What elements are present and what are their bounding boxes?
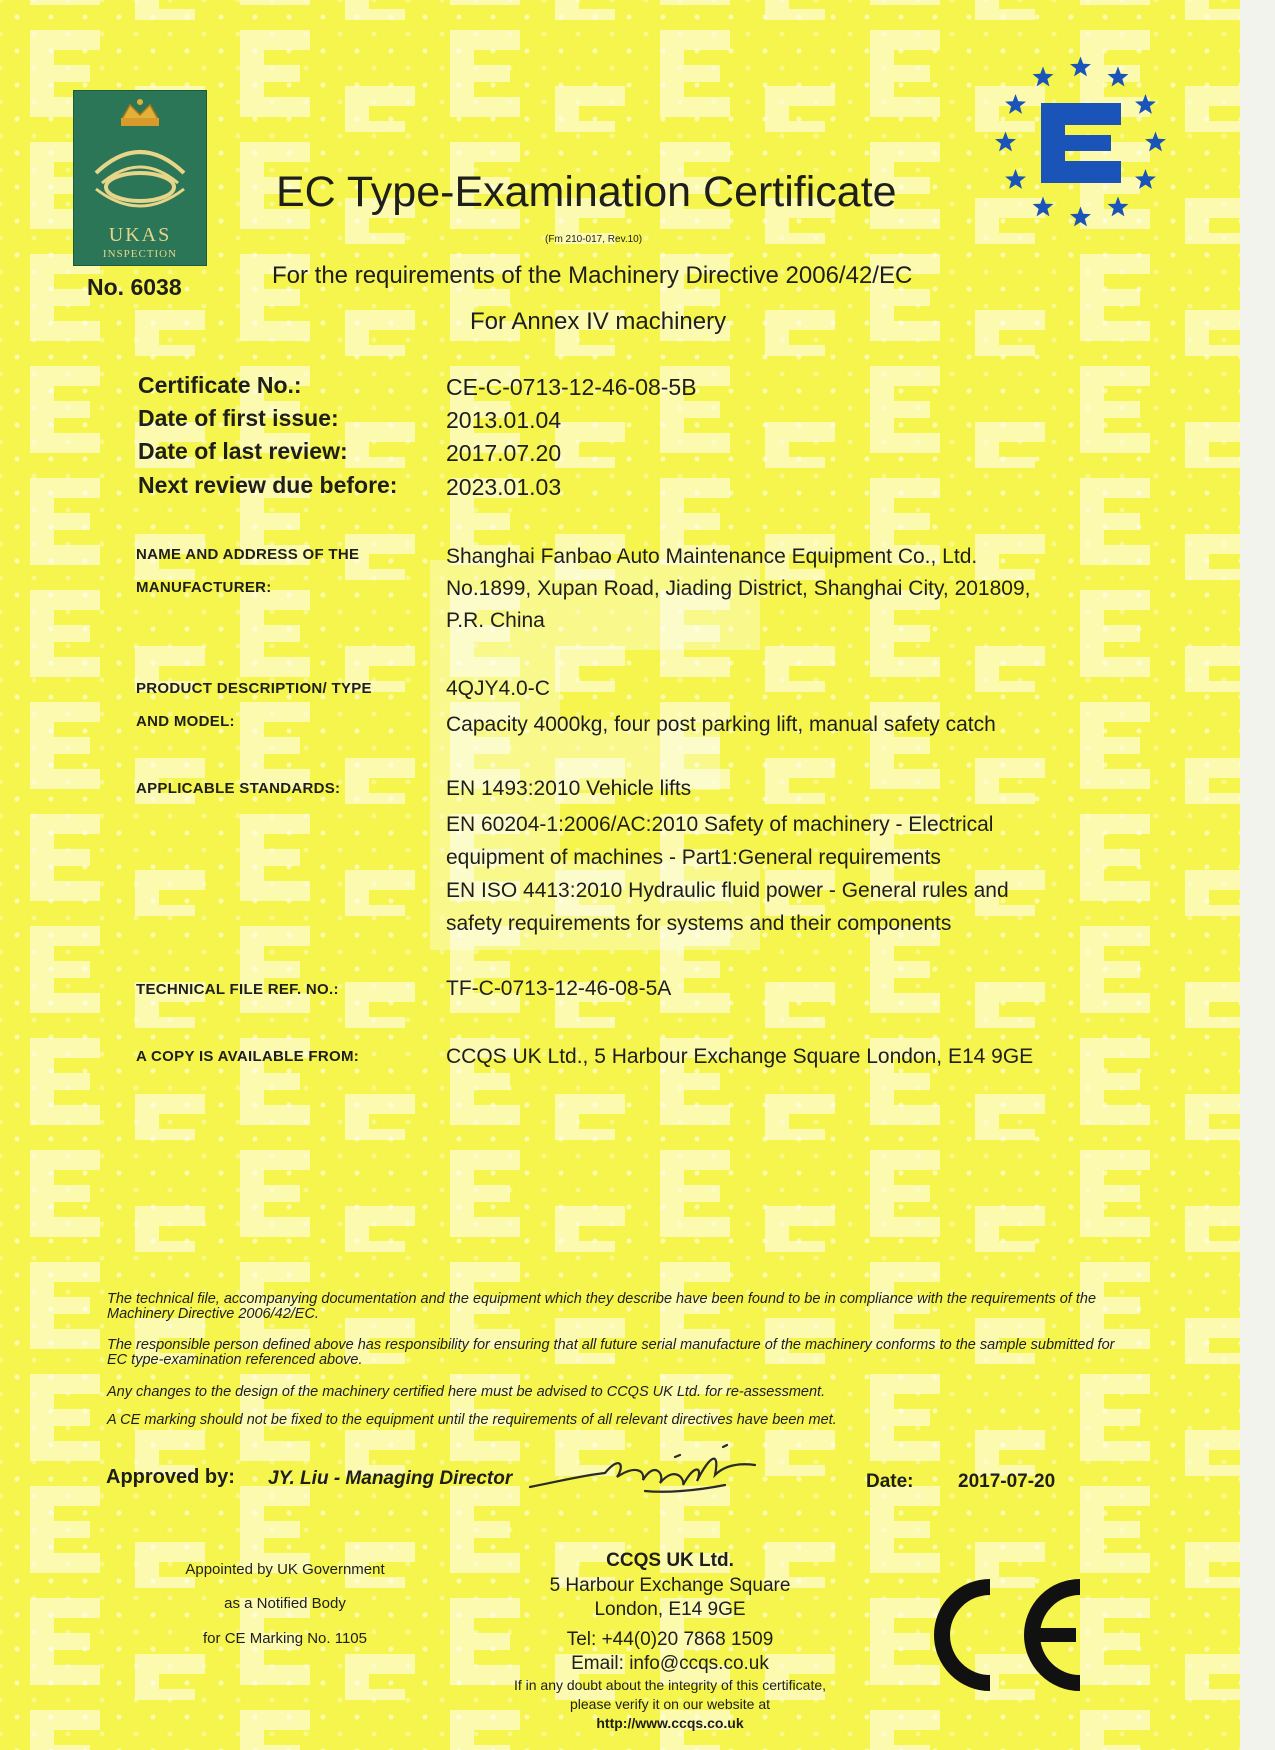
star-icon [1033,196,1054,216]
footer-doubt-line1: If in any doubt about the integrity of this certificate, [513,1677,827,1693]
star-icon [1145,132,1166,152]
technical-file-value: TF-C-0713-12-46-08-5A [446,977,672,1000]
next-review-label: Next review due before: [138,472,398,498]
ukas-logo-name: UKAS [108,224,172,246]
manufacturer-label-line1: NAME AND ADDRESS OF THE [136,546,360,563]
star-icon [1005,169,1026,189]
manufacturer-address-line2: P.R. China [446,609,545,632]
annex-subtitle: For Annex IV machinery [470,308,727,335]
manufacturer-name: Shanghai Fanbao Auto Maintenance Equipment Co., Ltd. [446,545,978,568]
note-compliance: The technical file, accompanying documentation and the equipment which they describe have been found to be in compliance with the requirements of the Machinery Directive 2006/42/EC. [107,1291,1097,1322]
date-value: 2017-07-20 [958,1471,1056,1492]
note-changes: Any changes to the design of the machinery certified here must be advised to CCQS UK Ltd. for re-assessment. [107,1384,826,1400]
last-review-value: 2017.07.20 [446,440,562,466]
standards-label: APPLICABLE STANDARDS: [136,780,341,797]
ukas-number: No. 6038 [87,274,182,300]
first-issue-value: 2013.01.04 [446,407,562,433]
standard-line-3: equipment of machines - Part1:General requirements [446,846,941,869]
star-icon [1070,57,1091,77]
certificate-number-value: CE-C-0713-12-46-08-5B [446,374,697,400]
footer-website: http://www.ccqs.co.uk [596,1715,744,1731]
product-label-line1: PRODUCT DESCRIPTION/ TYPE [136,680,372,697]
approved-by-label: Approved by: [106,1466,235,1488]
note-ce-marking: A CE marking should not be fixed to the equipment until the requirements of all relevant directives have been met. [107,1412,837,1428]
certificate-title: EC Type-Examination Certificate [276,168,897,216]
footer-company: CCQS UK Ltd. [606,1550,734,1571]
product-description: Capacity 4000kg, four post parking lift, manual safety catch [446,713,996,736]
star-icon [1005,94,1026,114]
copy-value: CCQS UK Ltd., 5 Harbour Exchange Square London, E14 9GE [446,1045,1034,1068]
last-review-label: Date of last review: [138,438,348,464]
footer-address-line2: London, E14 9GE [594,1599,746,1620]
approver-name: JY. Liu - Managing Director [268,1468,513,1489]
appointed-line-2: as a Notified Body [224,1595,346,1612]
star-icon [1070,207,1091,227]
footer-address-line1: 5 Harbour Exchange Square [549,1575,791,1596]
signature-image [525,1435,785,1505]
crown-icon [74,91,206,221]
form-reference: (Fm 210-017, Rev.10) [545,234,643,245]
footer-email: Email: info@ccqs.co.uk [571,1653,769,1674]
standard-line-5: safety requirements for systems and their components [446,912,952,935]
appointed-line-1: Appointed by UK Government [185,1561,385,1578]
copy-label: A COPY IS AVAILABLE FROM: [136,1048,360,1065]
star-icon [995,132,1016,152]
scan-margin [1240,0,1275,1750]
ce-mark [910,1575,1090,1695]
manufacturer-label-line2: MANUFACTURER: [136,579,272,596]
star-icon [1033,67,1054,87]
standard-line-1: EN 1493:2010 Vehicle lifts [446,777,692,800]
manufacturer-address-line1: No.1899, Xupan Road, Jiading District, Shanghai City, 201809, [446,577,1031,600]
footer-telephone: Tel: +44(0)20 7868 1509 [566,1629,774,1650]
certificate-number-label: Certificate No.: [138,372,302,398]
technical-file-label: TECHNICAL FILE REF. NO.: [136,981,339,998]
next-review-value: 2023.01.03 [446,474,562,500]
star-icon [1108,67,1129,87]
first-issue-label: Date of first issue: [138,405,339,431]
directive-subtitle: For the requirements of the Machinery Directive 2006/42/EC [272,262,913,289]
star-icon [1108,196,1129,216]
appointed-line-3: for CE Marking No. 1105 [203,1630,367,1647]
star-icon [1135,169,1156,189]
ukas-logo-sub: INSPECTION [102,248,178,260]
ukas-logo [73,90,207,266]
date-label: Date: [866,1471,914,1492]
note-responsibility: The responsible person defined above has responsibility for ensuring that all future serial manufacture of the machinery conforms to the sample submitted for EC type-examination referenced above. [107,1337,1115,1368]
standard-line-4: EN ISO 4413:2010 Hydraulic fluid power - General rules and [446,879,1009,902]
footer-doubt-line2: please verify it on our website at [570,1696,770,1712]
standard-line-2: EN 60204-1:2006/AC:2010 Safety of machinery - Electrical [446,813,994,836]
product-model: 4QJY4.0-C [446,677,550,700]
star-icon [1135,94,1156,114]
eu-stars-logo [993,55,1168,230]
product-label-line2: AND MODEL: [136,713,235,730]
